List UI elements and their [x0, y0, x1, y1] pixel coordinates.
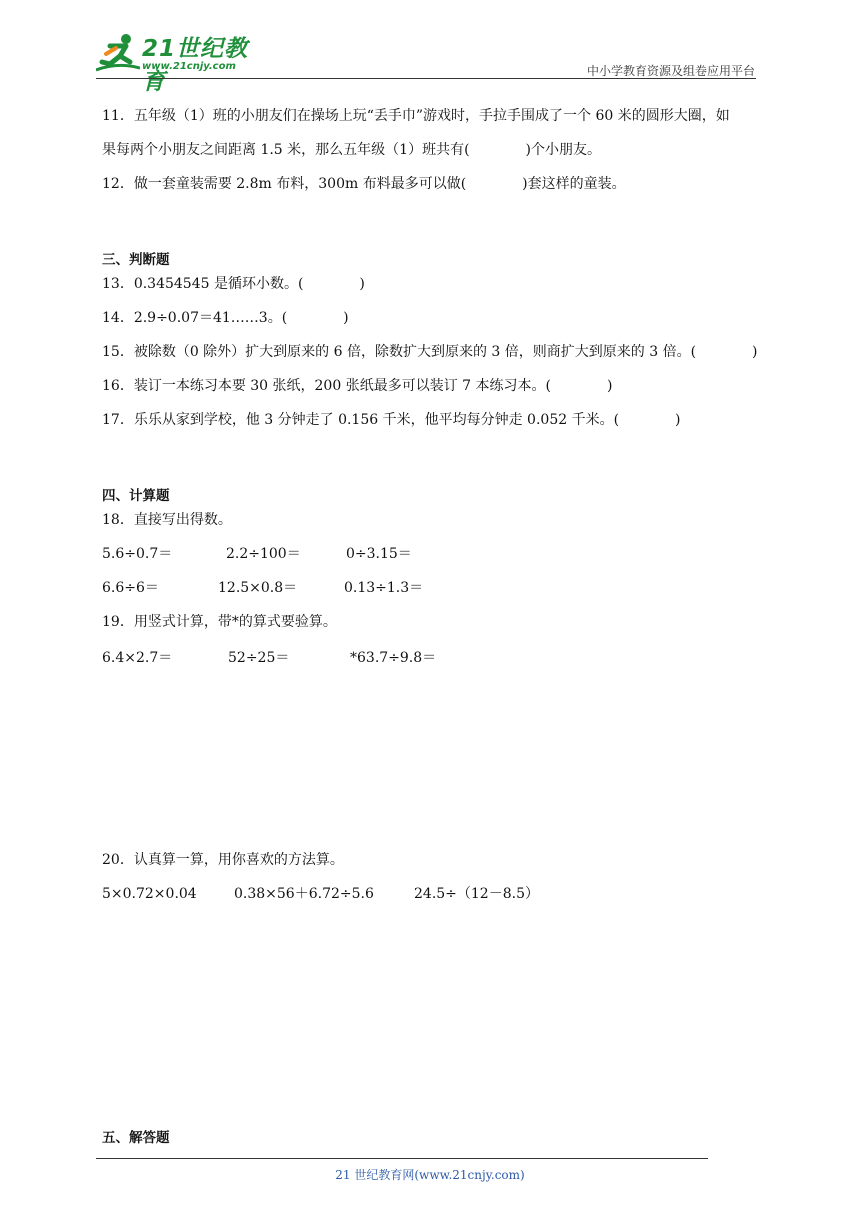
- q19-item: 52÷25＝: [228, 650, 290, 666]
- question-11-line1: 11．五年级（1）班的小朋友们在操场上玩“丢手巾”游戏时，手拉手围成了一个 60 米的圆形大圈，如: [102, 108, 730, 124]
- q18-item: 12.5×0.8＝: [218, 580, 298, 596]
- q20-item: 24.5÷（12－8.5）: [414, 886, 539, 902]
- section-3-heading: 三、判断题: [102, 252, 170, 268]
- q18-item: 5.6÷0.7＝: [102, 546, 173, 562]
- logo-title: 21世纪教育: [142, 36, 249, 95]
- question-18-title: 18．直接写出得数。: [102, 512, 232, 528]
- site-logo: [96, 30, 266, 95]
- question-20-title: 20．认真算一算，用你喜欢的方法算。: [102, 852, 344, 868]
- q18-item: 6.6÷6＝: [102, 580, 159, 596]
- question-15: 15．被除数（0 除外）扩大到原来的 6 倍，除数扩大到原来的 3 倍，则商扩大到原来的 3 倍。( ): [102, 344, 758, 360]
- q19-item: 6.4×2.7＝: [102, 650, 173, 666]
- logo-url: www.21cnjy.com: [142, 61, 236, 72]
- question-19-title: 19．用竖式计算，带*的算式要验算。: [102, 614, 337, 630]
- question-17: 17．乐乐从家到学校，他 3 分钟走了 0.156 千米，他平均每分钟走 0.052 千米。( ): [102, 412, 681, 428]
- header-platform-text: 中小学教育资源及组卷应用平台: [586, 64, 755, 78]
- q18-item: 0÷3.15＝: [346, 546, 412, 562]
- footer-link[interactable]: 21 世纪教育网(www.21cnjy.com): [335, 1168, 525, 1182]
- question-14: 14．2.9÷0.07＝41……3。( ): [102, 310, 349, 326]
- runner-logo-icon: [96, 32, 140, 74]
- header-divider: [96, 78, 756, 79]
- footer-divider: [96, 1158, 708, 1159]
- q18-item: 0.13÷1.3＝: [344, 580, 424, 596]
- section-4-heading: 四、计算题: [102, 488, 170, 504]
- question-16: 16．装订一本练习本要 30 张纸，200 张纸最多可以装订 7 本练习本。( ): [102, 378, 613, 394]
- question-11-line2: 果每两个小朋友之间距离 1.5 米，那么五年级（1）班共有( )个小朋友。: [102, 142, 601, 158]
- question-12: 12．做一套童装需要 2.8m 布料，300m 布料最多可以做( )套这样的童装。: [102, 176, 626, 192]
- q20-item: 5×0.72×0.04: [102, 886, 197, 902]
- q20-item: 0.38×56＋6.72÷5.6: [234, 886, 374, 902]
- q19-item: *63.7÷9.8＝: [350, 650, 437, 666]
- q18-item: 2.2÷100＝: [226, 546, 301, 562]
- question-13: 13．0.3454545 是循环小数。( ): [102, 276, 365, 292]
- section-5-heading: 五、解答题: [102, 1130, 170, 1146]
